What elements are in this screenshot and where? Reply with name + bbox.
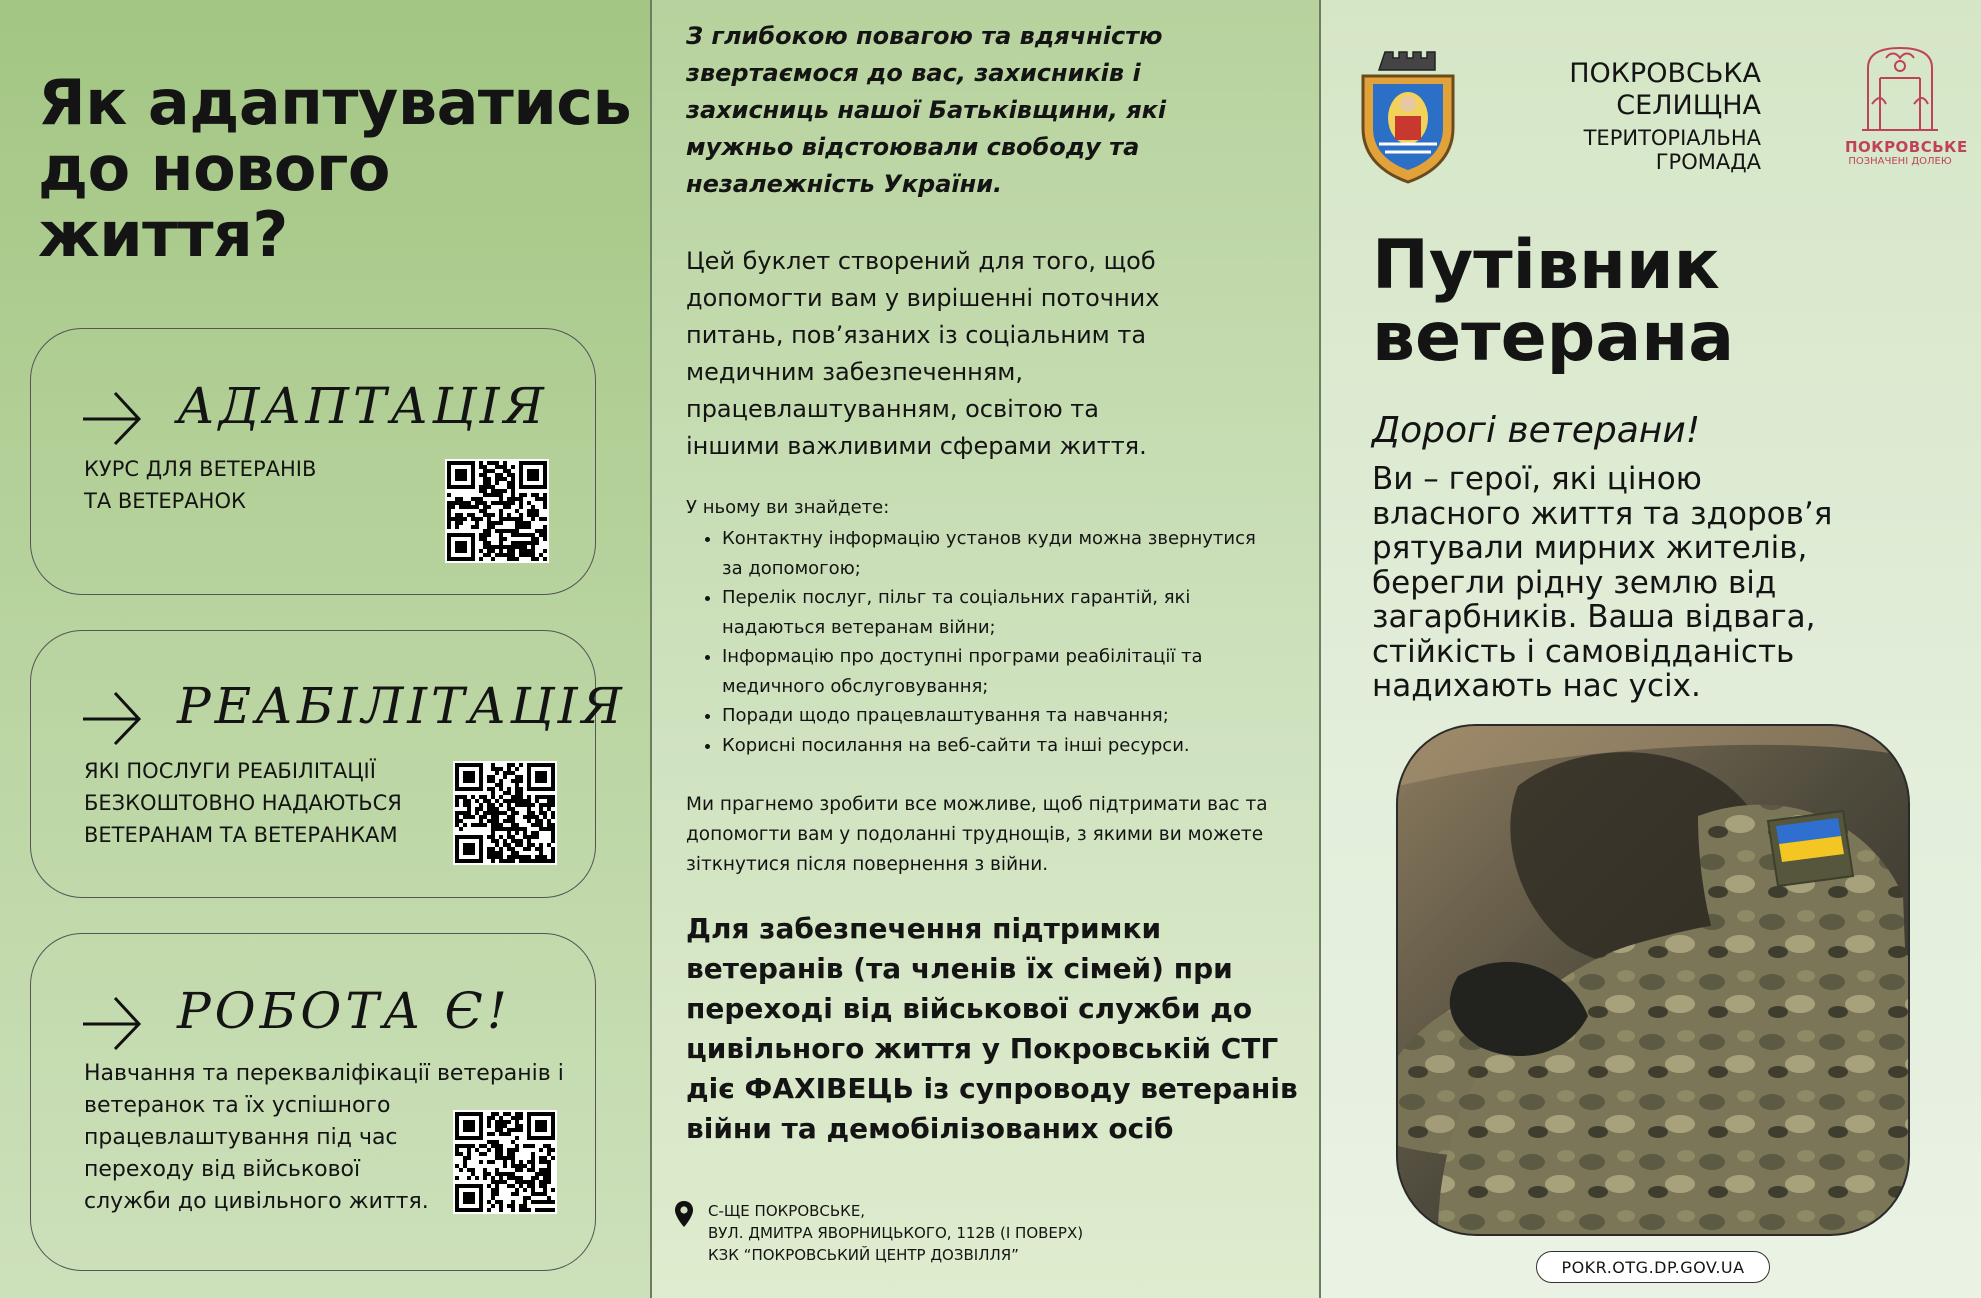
card-title: РЕАБІЛІТАЦІЯ	[177, 677, 626, 735]
find-title: У ньому ви знайдете:	[686, 497, 890, 518]
soldier-photo	[1396, 724, 1910, 1236]
brand-emblem-icon	[1858, 44, 1942, 132]
arrow-right-icon	[81, 689, 143, 747]
headline-line: Як адаптуватись	[38, 66, 632, 139]
support-callout: Для забезпечення підтримки ветеранів (та членів їх сімей) при переході від військової служби до цивільного життя у Покровській СТГ діє ФАХІВЕЦЬ із супроводу ветеранів війни та демобілізованих осіб	[686, 912, 1298, 1145]
qr-code[interactable]	[445, 459, 549, 563]
card-description: КУРС ДЛЯ ВЕТЕРАНІВ ТА ВЕТЕРАНОК	[84, 457, 317, 513]
arrow-right-icon	[81, 994, 143, 1052]
headline-line: до нового	[38, 132, 390, 205]
pokrovske-brand-logo	[1845, 44, 1968, 167]
card-description: ЯКІ ПОСЛУГИ РЕАБІЛІТАЦІЇ БЕЗКОШТОВНО НАДАЮТЬСЯ ВЕТЕРАНАМ ТА ВЕТЕРАНКАМ	[84, 759, 402, 847]
card-description: Навчання та перекваліфікації ветеранів і ветеранок та їх успішного працевлаштування під час переходу від військової служби до цивільного життя.	[84, 1061, 564, 1214]
booklet-description: Цей буклет створений для того, щоб допомогти вам у вирішенні поточних питань, пов’язаних із соціальним та медичним забезпеченням, працевлаштуванням, освітою та іншими важливими сферами життя.	[686, 247, 1160, 460]
coat-of-arms-logo	[1355, 44, 1461, 184]
organization-name: ПОКРОВСЬКА СЕЛИЩНА ТЕРИТОРІАЛЬНА ГРОМАДА	[1569, 58, 1761, 174]
card-title: РОБОТА Є!	[177, 982, 511, 1040]
list-item: • Контактну інформацію установ куди можна звернутися за допомогою;	[722, 524, 1342, 583]
list-item: • Поради щодо працевлаштування та навчання;	[722, 701, 1342, 731]
card-rehabilitation[interactable]	[30, 630, 626, 898]
brand-tagline: ПОЗНАЧЕНІ ДОЛЕЮ	[1848, 156, 1952, 167]
list-item: • Корисні посилання на веб-сайти та інші ресурси.	[722, 731, 1342, 761]
right-panel	[1319, 0, 1981, 1298]
list-item: • Перелік послуг, пільг та соціальних гарантій, які надаються ветеранам війни;	[722, 583, 1342, 642]
page-title: Путівник ветерана	[1372, 226, 1735, 377]
headline	[38, 66, 632, 271]
arrow-right-icon	[81, 389, 143, 447]
headline-line: життя?	[38, 198, 288, 271]
list-item: • Інформацію про доступні програми реабілітації та медичного обслуговування;	[722, 642, 1342, 701]
intro-text: З глибокою повагою та вдячністю звертаємося до вас, захисників і захисниць нашої Батьківщини, які мужньо відстоювали свободу та незалежність України.	[686, 22, 1167, 198]
card-adaptation[interactable]	[30, 328, 596, 595]
qr-code[interactable]	[453, 761, 557, 865]
middle-panel	[650, 0, 1319, 1298]
closing-text: Ми прагнемо зробити все можливе, щоб підтримати вас та допомогти вам у подоланні труднощів, з якими ви можете зіткнутися після повернення з війни.	[686, 794, 1268, 875]
qr-code[interactable]	[453, 1110, 557, 1214]
card-title: АДАПТАЦІЯ	[177, 377, 548, 435]
address: С-ЩЕ ПОКРОВСЬКЕ, ВУЛ. ДМИТРА ЯВОРНИЦЬКОГО, 112В (І ПОВЕРХ) КЗК “ПОКРОВСЬКИЙ ЦЕНТР ДОЗВІЛЛЯ”	[708, 1202, 1084, 1264]
website-link[interactable]: POKR.OTG.DP.GOV.UA	[1536, 1251, 1770, 1283]
location-pin-icon	[674, 1200, 694, 1228]
brand-name: ПОКРОВСЬКЕ	[1845, 138, 1968, 156]
card-work[interactable]	[30, 933, 596, 1271]
tribute-message: Ви – герої, які ціною власного життя та здоров’я рятували мирних жителів, берегли рідну землю від загарбників. Ваша відвага, стійкість і самовідданість надихають нас усіх.	[1372, 461, 1833, 704]
greeting: Дорогі ветерани!	[1372, 410, 1701, 451]
left-panel	[0, 0, 650, 1298]
find-list	[686, 524, 1342, 760]
